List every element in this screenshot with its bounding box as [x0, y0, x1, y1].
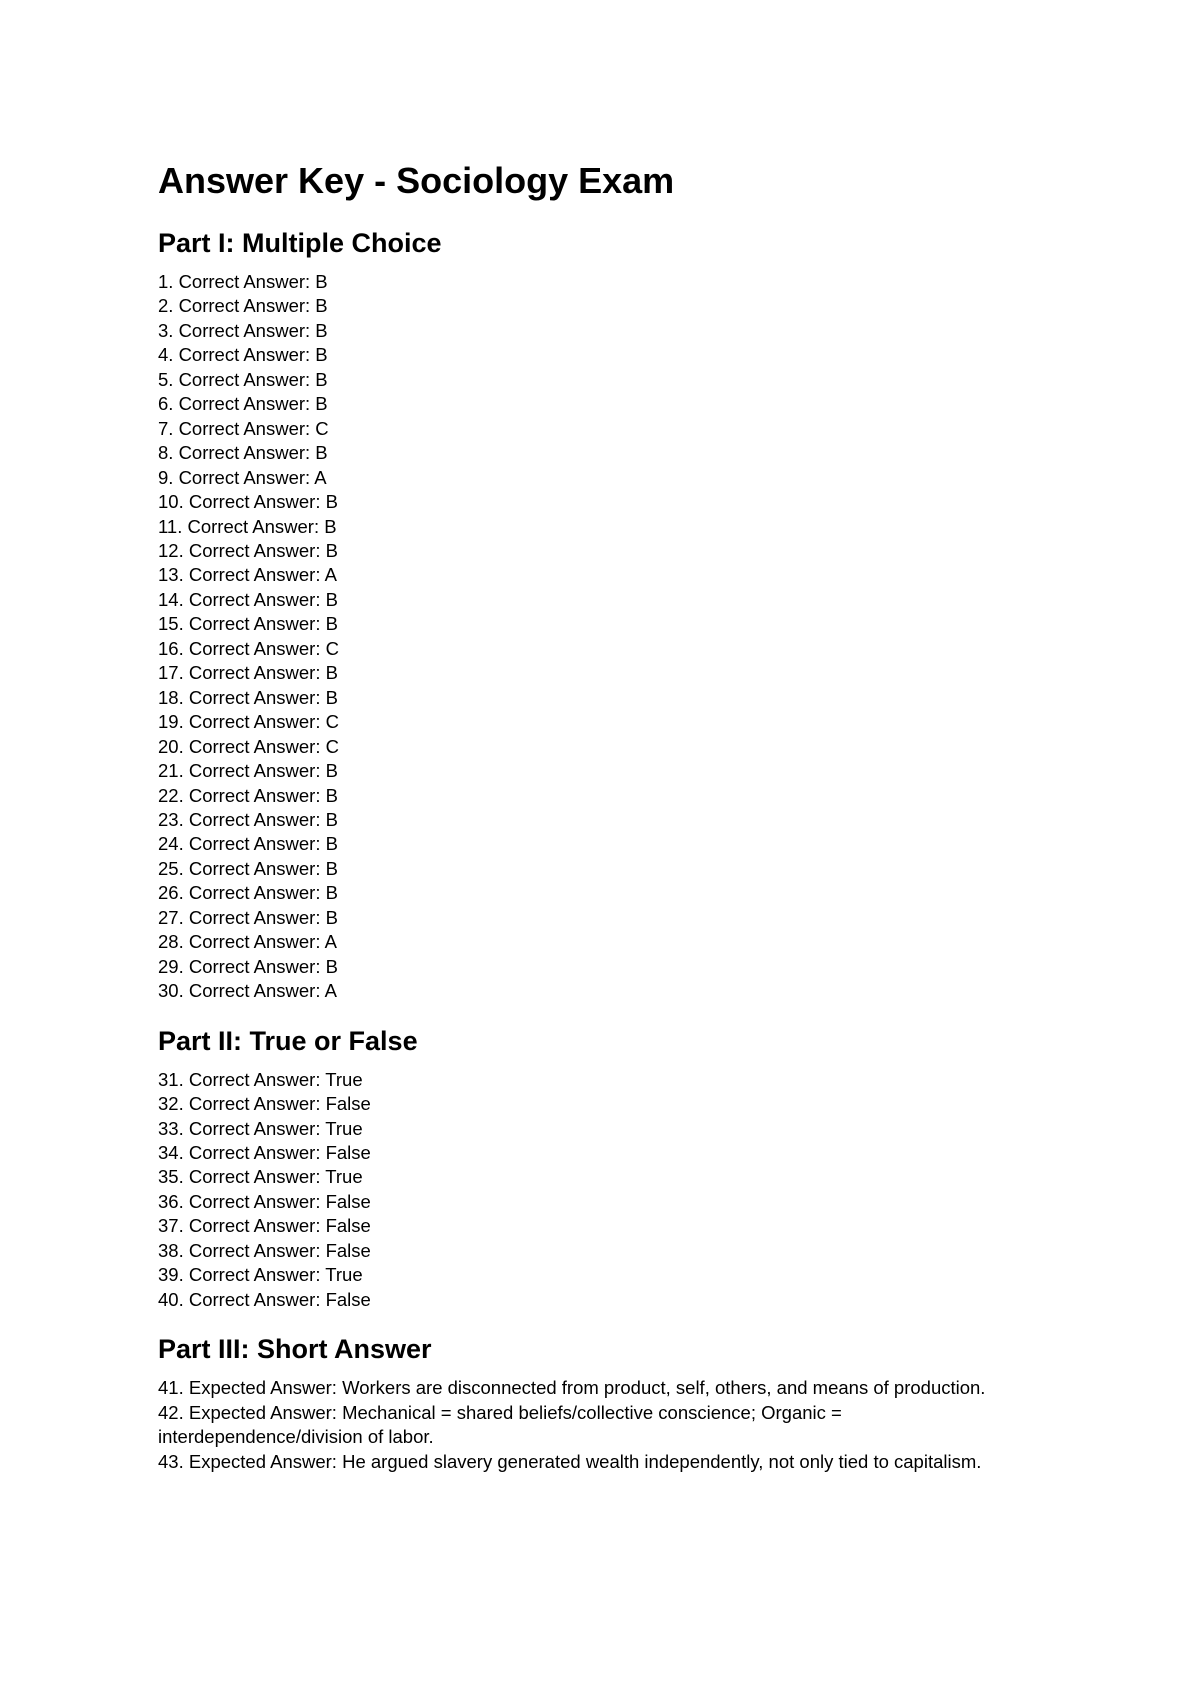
answer-item: 10. Correct Answer: B [158, 491, 338, 513]
answer-item: 37. Correct Answer: False [158, 1215, 371, 1237]
short-answer-item: 41. Expected Answer: Workers are disconnected from product, self, others, and means of production. [158, 1377, 986, 1399]
answer-item: 28. Correct Answer: A [158, 931, 337, 953]
answer-item: 19. Correct Answer: C [158, 711, 339, 733]
answer-item: 31. Correct Answer: True [158, 1068, 363, 1090]
answer-item: 33. Correct Answer: True [158, 1117, 363, 1139]
multiple-choice-list [158, 270, 1058, 1004]
part1-heading: Part I: Multiple Choice [158, 228, 442, 258]
answer-item: 11. Correct Answer: B [158, 515, 337, 537]
answer-item: 27. Correct Answer: B [158, 906, 338, 928]
part2-heading: Part II: True or False [158, 1025, 418, 1056]
short-answer-list [158, 1376, 1058, 1474]
answer-item: 17. Correct Answer: B [158, 662, 338, 684]
answer-key-page [158, 158, 1058, 1474]
answer-item: 3. Correct Answer: B [158, 319, 328, 341]
short-answer-item: 43. Expected Answer: He argued slavery generated wealth independently, not only tied to capitalism. [158, 1450, 982, 1472]
answer-item: 13. Correct Answer: A [158, 564, 337, 586]
answer-item: 40. Correct Answer: False [158, 1288, 371, 1310]
answer-item: 29. Correct Answer: B [158, 955, 338, 977]
answer-item: 1. Correct Answer: B [158, 271, 328, 292]
answer-item: 6. Correct Answer: B [158, 393, 328, 415]
answer-item: 18. Correct Answer: B [158, 686, 338, 708]
answer-item: 12. Correct Answer: B [158, 539, 338, 561]
answer-item: 32. Correct Answer: False [158, 1093, 371, 1115]
answer-item: 23. Correct Answer: B [158, 808, 338, 830]
answer-item: 8. Correct Answer: B [158, 442, 328, 464]
answer-item: 7. Correct Answer: C [158, 417, 329, 439]
answer-item: 36. Correct Answer: False [158, 1190, 371, 1212]
answer-item: 15. Correct Answer: B [158, 613, 338, 635]
answer-item: 21. Correct Answer: B [158, 760, 338, 782]
answer-item: 4. Correct Answer: B [158, 344, 328, 366]
answer-item: 16. Correct Answer: C [158, 637, 339, 659]
answer-item: 30. Correct Answer: A [158, 980, 337, 1002]
answer-item: 20. Correct Answer: C [158, 735, 339, 757]
short-answer-item: 42. Expected Answer: Mechanical = shared beliefs/collective conscience; Organic = interdependence/division of labor. [158, 1401, 842, 1448]
answer-item: 26. Correct Answer: B [158, 882, 338, 904]
answer-item: 22. Correct Answer: B [158, 784, 338, 806]
true-false-list [158, 1068, 1058, 1313]
answer-item: 35. Correct Answer: True [158, 1166, 363, 1188]
answer-item: 34. Correct Answer: False [158, 1141, 371, 1163]
answer-item: 25. Correct Answer: B [158, 857, 338, 879]
part3-heading: Part III: Short Answer [158, 1334, 432, 1365]
answer-item: 24. Correct Answer: B [158, 833, 338, 855]
answer-item: 39. Correct Answer: True [158, 1264, 363, 1286]
answer-item: 2. Correct Answer: B [158, 295, 328, 317]
answer-item: 38. Correct Answer: False [158, 1239, 371, 1261]
answer-item: 14. Correct Answer: B [158, 588, 338, 610]
answer-item: 5. Correct Answer: B [158, 368, 328, 390]
answer-item: 9. Correct Answer: A [158, 466, 327, 488]
page-title: Answer Key - Sociology Exam [158, 160, 675, 201]
